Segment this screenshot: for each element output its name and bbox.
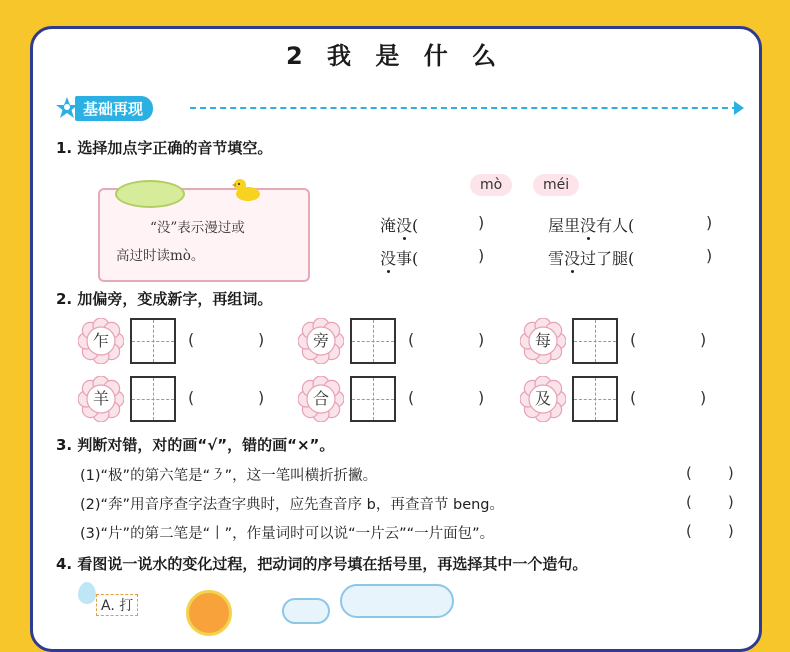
word-paren-close[interactable]: ) [258, 330, 265, 349]
judge-paren-2[interactable]: () [686, 493, 770, 511]
judge-line-1: (1)“极”的第六笔是“㇋”，这一笔叫横折折撇。 [80, 468, 378, 484]
note-line-2: 高过时读mò。 [116, 248, 205, 264]
word-paren-close[interactable]: ) [478, 388, 485, 407]
word-paren-close[interactable]: ) [258, 388, 265, 407]
word-paren-open[interactable]: ( [408, 330, 415, 349]
note-line-1: “没”表示漫过或 [150, 220, 245, 236]
answer-paren-3[interactable]: ) [478, 246, 485, 265]
option-a-label: A. 打 [96, 594, 138, 616]
judge-paren-3[interactable]: () [686, 522, 770, 540]
item-meishi: 没事( [380, 249, 419, 268]
item-yanmo: 淹没( [380, 216, 419, 235]
swim-ring-icon [115, 180, 185, 208]
word-paren-open[interactable]: ( [188, 388, 195, 407]
base-character: 合 [312, 389, 329, 408]
base-character: 羊 [92, 389, 109, 408]
writing-grid-box[interactable] [572, 318, 618, 364]
section-label: 基础再现 [75, 96, 153, 121]
judge-line-3: (3)“片”的第二笔是“丨”，作量词时可以说“一片云”“一片面包”。 [80, 526, 495, 542]
base-character: 乍 [92, 331, 109, 350]
base-character: 每 [534, 331, 551, 350]
judge-line-2: (2)“奔”用音序查字法查字典时，应先查音序 b，再查音节 beng。 [80, 497, 505, 513]
writing-grid-box[interactable] [572, 376, 618, 422]
writing-grid-box[interactable] [130, 318, 176, 364]
item-xue: 雪没过了腿( [548, 249, 635, 268]
section-tag [55, 96, 153, 120]
section-divider [190, 107, 738, 109]
question-4-prompt: 4. 看图说一说水的变化过程，把动词的序号填在括号里，再选择其中一个造句。 [56, 555, 588, 573]
base-character: 旁 [312, 331, 329, 350]
water-drop-icon [78, 582, 96, 604]
sun-icon [186, 590, 232, 636]
question-3-prompt: 3. 判断对错，对的画“√”，错的画“×”。 [56, 436, 335, 454]
word-paren-open[interactable]: ( [630, 330, 637, 349]
writing-grid-box[interactable] [130, 376, 176, 422]
word-paren-close[interactable]: ) [700, 330, 707, 349]
word-paren-close[interactable]: ) [700, 388, 707, 407]
writing-grid-box[interactable] [350, 318, 396, 364]
word-paren-close[interactable]: ) [478, 330, 485, 349]
duck-icon [230, 176, 262, 202]
question-2-prompt: 2. 加偏旁，变成新字，再组词。 [56, 290, 273, 308]
base-character: 及 [534, 389, 551, 408]
word-paren-open[interactable]: ( [188, 330, 195, 349]
answer-paren-1[interactable]: ) [478, 213, 485, 232]
cloud-large-icon [340, 584, 454, 618]
item-wuli: 屋里没有人( [548, 216, 635, 235]
cloud-small-icon [282, 598, 330, 624]
answer-paren-4[interactable]: ) [706, 246, 713, 265]
judge-paren-1[interactable]: () [686, 464, 770, 482]
arrow-head-icon [734, 101, 744, 115]
writing-grid-box[interactable] [350, 376, 396, 422]
word-paren-open[interactable]: ( [630, 388, 637, 407]
page-title: 2 我 是 什 么 [285, 42, 505, 70]
answer-paren-2[interactable]: ) [706, 213, 713, 232]
question-1-prompt: 1. 选择加点字正确的音节填空。 [56, 139, 273, 157]
option-mei: méi [533, 174, 579, 196]
word-paren-open[interactable]: ( [408, 388, 415, 407]
option-mo: mò [470, 174, 512, 196]
